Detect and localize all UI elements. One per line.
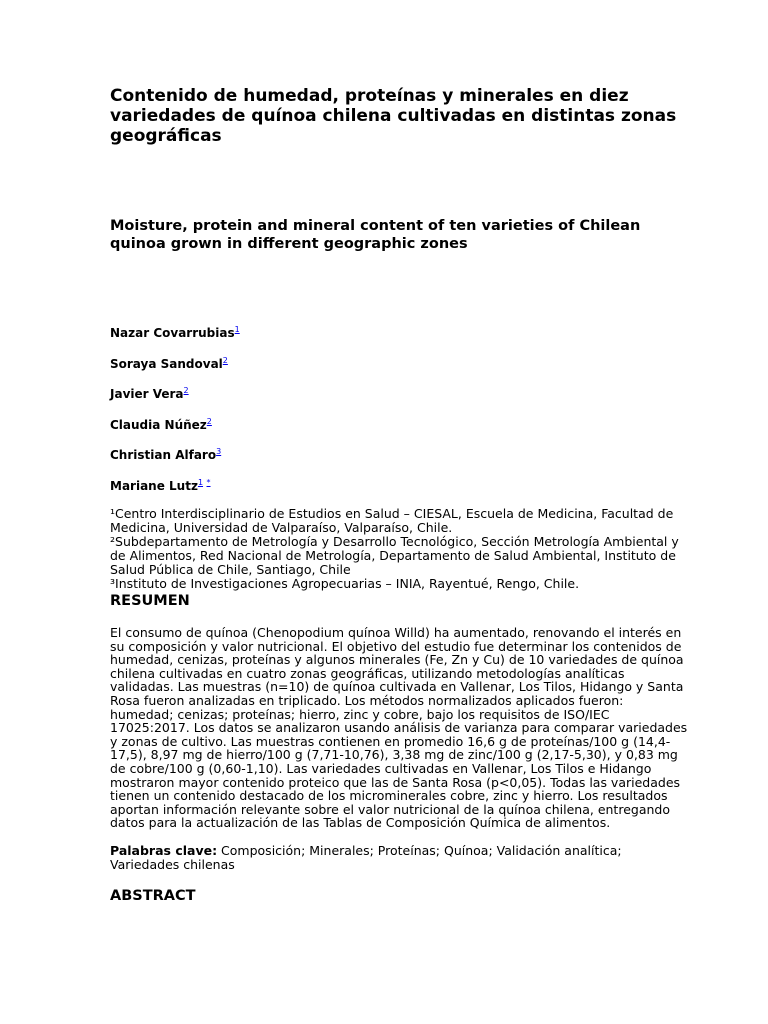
abstract-heading: ABSTRACT: [110, 888, 196, 904]
title-english: Moisture, protein and mineral content of ten varieties of Chilean quinoa grown in different geographic zones: [110, 218, 641, 252]
title-spanish: Contenido de humedad, proteínas y minerales en diez variedades de quínoa chilena cultivadas en distintas zonas geográficas: [110, 86, 677, 146]
affiliation: ²Subdepartamento de Metrología y Desarrollo Tecnológico, Sección Metrología Ambiental y de Alimentos, Red Nacional de Metrología, Departamento de Salud Ambiental, Instituto de Salud Pública de Chile, Santiago, Chile: [110, 534, 679, 577]
author-ref-link[interactable]: 1: [234, 325, 240, 334]
author-ref-link[interactable]: 2: [206, 416, 212, 426]
author: Christian Alfaro$^3$: [110, 447, 222, 462]
author-ref-link[interactable]: 3: [216, 447, 222, 456]
keywords-label: Palabras clave:: [110, 843, 218, 858]
author: Nazar Covarrubias$^1$: [110, 325, 240, 340]
resumen-text: El consumo de quínoa (Chenopodium quínoa Willd) ha aumentado, renovando el interés en su composición y valor nutricional. El objetivo del estudio fue determinar los contenidos de humedad, cenizas, proteínas y algunos minerales (Fe, Zn y Cu) de 10 variedades de quínoa chilena cultivadas en cuatro zonas geográficas, utilizando metodologías analíticas validadas. Las muestras (n=10) de quínoa cultivada en Vallenar, Los Tilos, Hidango y Santa Rosa fueron analizadas en triplicado. Los métodos normalizados aplicados fueron: humedad; cenizas; proteínas; hierro, zinc y cobre, bajo los requisitos de ISO/IEC 17025:2017. Los datos se analizaron usando análisis de varianza para comparar variedades y zonas de cultivo. Las muestras contienen en promedio 16,6 g de proteínas/100 g (14,4-17,5), 8,97 mg de hierro/100 g (7,71-10,76), 3,38 mg de zinc/100 g (2,17-5,30), y 0,83 mg de cobre/100 g (0,60-1,10). Las variedades cultivadas en Vallenar, Los Tilos e Hidango mostraron mayor contenido proteico que las de Santa Rosa (p<0,05). Todas las variedades tienen un contenido destacado de los microminerales cobre, zinc y hierro. Los resultados aportan información relevante sobre el valor nutricional de la quínoa chilena, entregando datos para la actualización de las Tablas de Composición Química de alimentos.: [110, 625, 688, 831]
author: Mariane Lutz$^{1 *}$: [110, 477, 211, 493]
author-list: [110, 322, 240, 505]
affiliation: ¹Centro Interdisciplinario de Estudios en Salud – CIESAL, Escuela de Medicina, Facultad de Medicina, Universidad de Valparaíso, Valparaíso, Chile.: [110, 506, 674, 535]
author-ref-link[interactable]: 2: [183, 386, 189, 395]
keywords-text: Composición; Minerales; Proteínas; Quínoa; Validación analítica; Variedades chilenas: [110, 843, 622, 872]
author: Claudia Núñez$^2$: [110, 416, 212, 432]
article: [110, 86, 690, 904]
corresponding-author-link[interactable]: *: [206, 477, 211, 487]
author-ref-link[interactable]: 1: [197, 477, 204, 487]
author-ref-link[interactable]: 2: [222, 355, 228, 365]
author: Javier Vera$^2$: [110, 386, 189, 401]
affiliations: [110, 507, 690, 591]
resumen-heading: RESUMEN: [110, 593, 190, 609]
affiliation: ³Instituto de Investigaciones Agropecuarias – INIA, Rayentué, Rengo, Chile.: [110, 576, 580, 591]
author: Soraya Sandoval$^2$: [110, 355, 228, 371]
keywords: [110, 844, 690, 872]
